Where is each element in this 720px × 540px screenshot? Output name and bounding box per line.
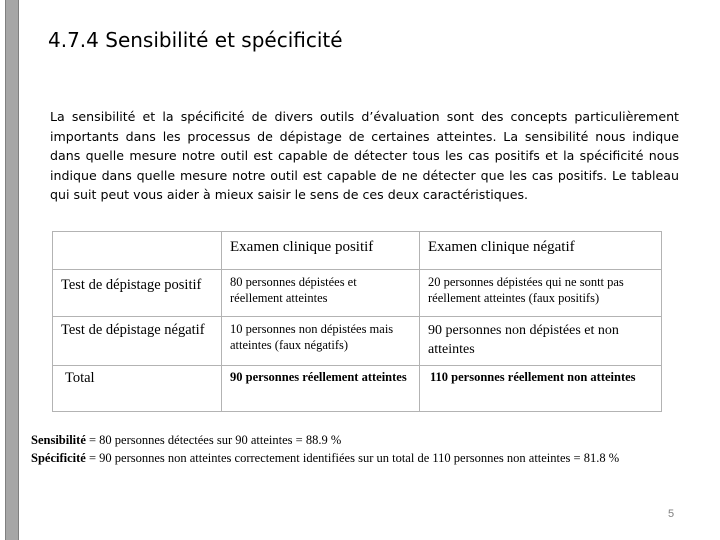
page-number: 5 — [668, 508, 675, 520]
table-cell: 20 personnes dépistées qui ne sontt pas réellement atteintes (faux positifs) — [420, 270, 662, 317]
row-label: Total — [53, 366, 222, 412]
sensitivity-table — [52, 231, 662, 412]
table-header-negative: Examen clinique négatif — [420, 232, 662, 270]
sensitivity-text: = 80 personnes détectées sur 90 atteintes = 88.9 % — [85, 433, 342, 447]
table-row — [53, 317, 662, 366]
specificity-label: Spécificité — [31, 451, 86, 465]
table-header-positive: Examen clinique positif — [222, 232, 420, 270]
sensitivity-formula — [31, 433, 341, 448]
row-label: Test de dépistage négatif — [53, 317, 222, 366]
table-row — [53, 270, 662, 317]
specificity-text: = 90 personnes non atteintes correctement identifiées sur un total de 110 personnes non atteintes = 81.8 % — [85, 451, 620, 465]
table-cell: 80 personnes dépistées et réellement atteintes — [222, 270, 420, 317]
intro-paragraph: La sensibilité et la spécificité de divers outils d’évaluation sont des concepts particulièrement importants dans les processus de dépistage de certaines atteintes. La sensibilité nous indique dans quelle mesure notre outil est capable de détecter tous les cas positifs et la spécificité nous indique dans quelle mesure notre outil est capable de ne détecter que les cas positifs. Le tableau qui suit peut vous aider à mieux saisir le sens de ces deux caractéristiques. — [50, 109, 679, 202]
table-header-empty — [53, 232, 222, 270]
table-cell: 10 personnes non dépistées mais atteintes (faux négatifs) — [222, 317, 420, 366]
table-cell: 90 personnes non dépistées et non atteintes — [420, 317, 662, 366]
sensitivity-label: Sensibilité — [31, 433, 86, 447]
table-cell: 90 personnes réellement atteintes — [222, 366, 420, 412]
table-cell: 110 personnes réellement non atteintes — [420, 366, 662, 412]
table-header-row — [53, 232, 662, 270]
row-label: Test de dépistage positif — [53, 270, 222, 317]
table-row — [53, 366, 662, 412]
left-decorative-bar — [5, 0, 19, 540]
section-title: 4.7.4 Sensibilité et spécificité — [48, 28, 343, 52]
specificity-formula — [31, 451, 619, 466]
